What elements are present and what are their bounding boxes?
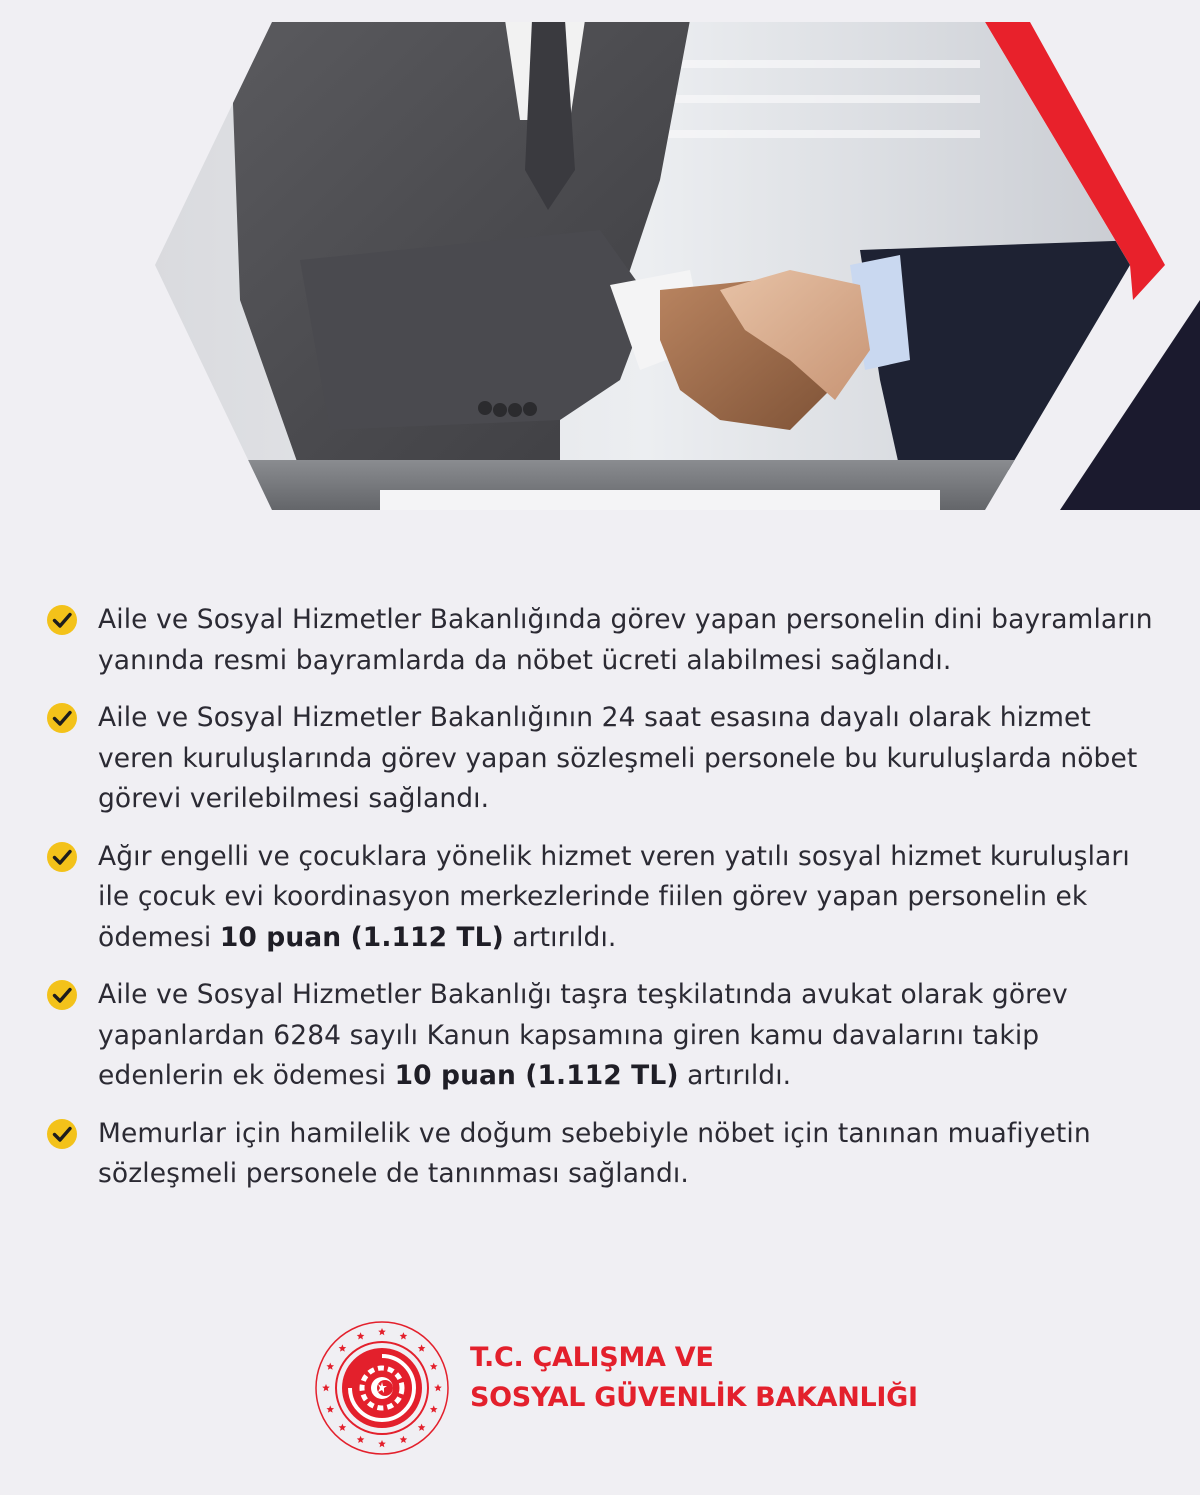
- list-item-text: [98, 1114, 1166, 1195]
- check-circle-icon: [46, 604, 78, 636]
- text-segment: artırıldı.: [678, 1060, 792, 1091]
- list-item: [46, 1114, 1166, 1195]
- seal-star: [430, 1405, 438, 1412]
- seal-star: [430, 1363, 438, 1370]
- seal-star: [400, 1332, 408, 1339]
- seal-star: [339, 1424, 347, 1431]
- highlight-amount: 10 puan (1.112 TL): [394, 1060, 679, 1091]
- text-segment: Aile ve Sosyal Hizmetler Bakanlığı taşra teşkilatında avukat olarak görev yapanlardan 6284 sayılı Kanun kapsamına giren kamu davalarını takip edenlerin ek ödemesi: [98, 979, 1068, 1091]
- seal-star: [339, 1344, 347, 1351]
- text-segment: Aile ve Sosyal Hizmetler Bakanlığının 24 saat esasına dayalı olarak hizmet veren kuruluşlarında görev yapan sözleşmeli personele bu kuruluşlarda nöbet görevi verilebilmesi sağlandı.: [98, 702, 1138, 814]
- seal-star: [400, 1436, 408, 1443]
- hero-image: [0, 0, 1200, 520]
- check-circle-icon: [46, 979, 78, 1011]
- ministry-name-line-1: T.C. ÇALIŞMA VE: [470, 1342, 714, 1373]
- ministry-name-line-2: SOSYAL GÜVENLİK BAKANLIĞI: [470, 1382, 918, 1413]
- list-item-text: [98, 698, 1166, 820]
- seal-star: [322, 1384, 330, 1391]
- text-segment: Aile ve Sosyal Hizmetler Bakanlığında görev yapan personelin dini bayramların yanında resmi bayramlarda da nöbet ücreti alabilmesi sağlandı.: [98, 604, 1153, 676]
- seal-star: [378, 1328, 386, 1335]
- text-segment: Memurlar için hamilelik ve doğum sebebiyle nöbet için tanınan muafiyetin sözleşmeli personele de tanınması sağlandı.: [98, 1117, 1091, 1189]
- list-item-text: [98, 975, 1166, 1097]
- seal-star: [418, 1424, 426, 1431]
- check-circle-icon: [46, 702, 78, 734]
- seal-star: [357, 1332, 365, 1339]
- check-circle-icon: [46, 1118, 78, 1150]
- seal-star: [326, 1363, 334, 1370]
- achievement-list: [46, 600, 1166, 1212]
- seal-star: [434, 1384, 442, 1391]
- list-item-text: [98, 600, 1166, 681]
- list-item: [46, 837, 1166, 959]
- list-item: [46, 975, 1166, 1097]
- seal-star: [418, 1344, 426, 1351]
- seal-star: [326, 1405, 334, 1412]
- text-segment: artırıldı.: [503, 921, 617, 953]
- list-item-text: [98, 837, 1166, 959]
- seal-star: [378, 1440, 386, 1447]
- check-circle-icon: [46, 841, 78, 873]
- list-item: [46, 600, 1166, 681]
- handshake-photo: [0, 0, 1200, 520]
- seal-star: [357, 1436, 365, 1443]
- ministry-seal-logo: [312, 1318, 452, 1458]
- list-item: [46, 698, 1166, 820]
- highlight-amount: 10 puan (1.112 TL): [219, 921, 504, 953]
- text-segment: Ağır engelli ve çocuklara yönelik hizmet veren yatılı sosyal hizmet kuruluşları ile çocuk evi koordinasyon merkezlerinde fiilen görev yapan personelin ek ödemesi: [98, 840, 1130, 953]
- ministry-footer: [312, 1318, 918, 1458]
